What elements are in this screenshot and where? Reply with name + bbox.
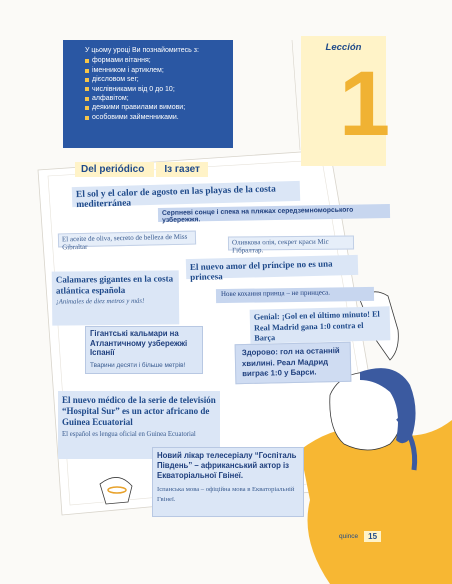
section-title-uk: Із газет (156, 162, 208, 177)
intro-item: алфавітом; (85, 94, 227, 103)
section-title-es: Del periódico (75, 162, 154, 177)
translation-squid-title: Гігантські кальмари на Атлантичному узбережжі Іспанії (90, 329, 188, 357)
translation-doctor (152, 447, 304, 517)
translation-prince: Нове кохання принца – не принцеса. (216, 287, 374, 303)
intro-item: іменником і артиклем; (85, 66, 227, 75)
square-bullet-icon (85, 116, 89, 120)
headline-squid-sub: ¡Animales de diez metros y más! (56, 297, 145, 306)
square-bullet-icon (85, 69, 89, 73)
square-bullet-icon (85, 97, 89, 101)
translation-doctor-sub: Іспанська мова – офіційна мова в Екваторіальній Гвінеї. (157, 486, 295, 503)
headline-goal: Genial: ¡Gol en el último minuto! El Real Madrid gana 1:0 contra el Barça (250, 306, 391, 343)
section-heading (75, 160, 208, 178)
lesson-intro-box (63, 40, 233, 148)
page-number: 15 (364, 531, 381, 542)
translation-squid-sub: Тварини десяти і більше метрів! (90, 361, 186, 369)
square-bullet-icon (85, 106, 89, 110)
square-bullet-icon (85, 87, 89, 91)
square-bullet-icon (85, 78, 89, 82)
translation-olive-oil: Оливкова олія, секрет краси Міс Гібралтар. (228, 235, 354, 250)
page-footer (339, 530, 381, 542)
page-number-word: quince (339, 532, 359, 540)
lesson-badge (301, 36, 389, 166)
headline-olive-oil: El aceite de oliva, secreto de belleza de Miss Gibraltar (58, 231, 196, 248)
square-bullet-icon (85, 59, 89, 63)
lesson-label: Lección (325, 42, 362, 53)
translation-sun: Серпневі сонце і спека на пляжах середземноморського узбережжя. (158, 204, 390, 222)
headline-doctor-sub: El español es lengua oficial en Guinea Ecuatorial (62, 431, 196, 439)
headline-sun: El sol y el calor de agosto en las playas de la costa mediterránea (72, 181, 300, 207)
headline-squid (52, 270, 180, 325)
intro-title: У цьому уроці Ви познайомитесь з: (85, 47, 199, 54)
intro-item: особовими займенниками. (85, 113, 227, 122)
translation-goal: Здорово: гол на останній хвилині. Реал Мадрид виграє 1:0 у Барси. (235, 342, 352, 384)
headline-doctor-title: El nuevo médico de la serie de televisión “Hospital Sur” es un actor africano de Guinea Ecuatorial (62, 395, 216, 427)
translation-squid (85, 326, 203, 374)
headline-prince: El nuevo amor del príncipe no es una princesa (186, 255, 358, 279)
intro-item: дієсловом ser; (85, 75, 227, 84)
intro-item: числівниками від 0 до 10; (85, 85, 227, 94)
intro-item: деякими правилами вимови; (85, 103, 227, 112)
intro-item: формами вітання; (85, 56, 227, 65)
translation-doctor-title: Новий лікар телесеріалу “Госпіталь Південь” – африканський актор із Екваторіальної Гвінеї. (157, 451, 297, 480)
lesson-number: 1 (339, 53, 389, 155)
headline-squid-title: Calamares gigantes en la costa atlántica española (55, 273, 174, 296)
